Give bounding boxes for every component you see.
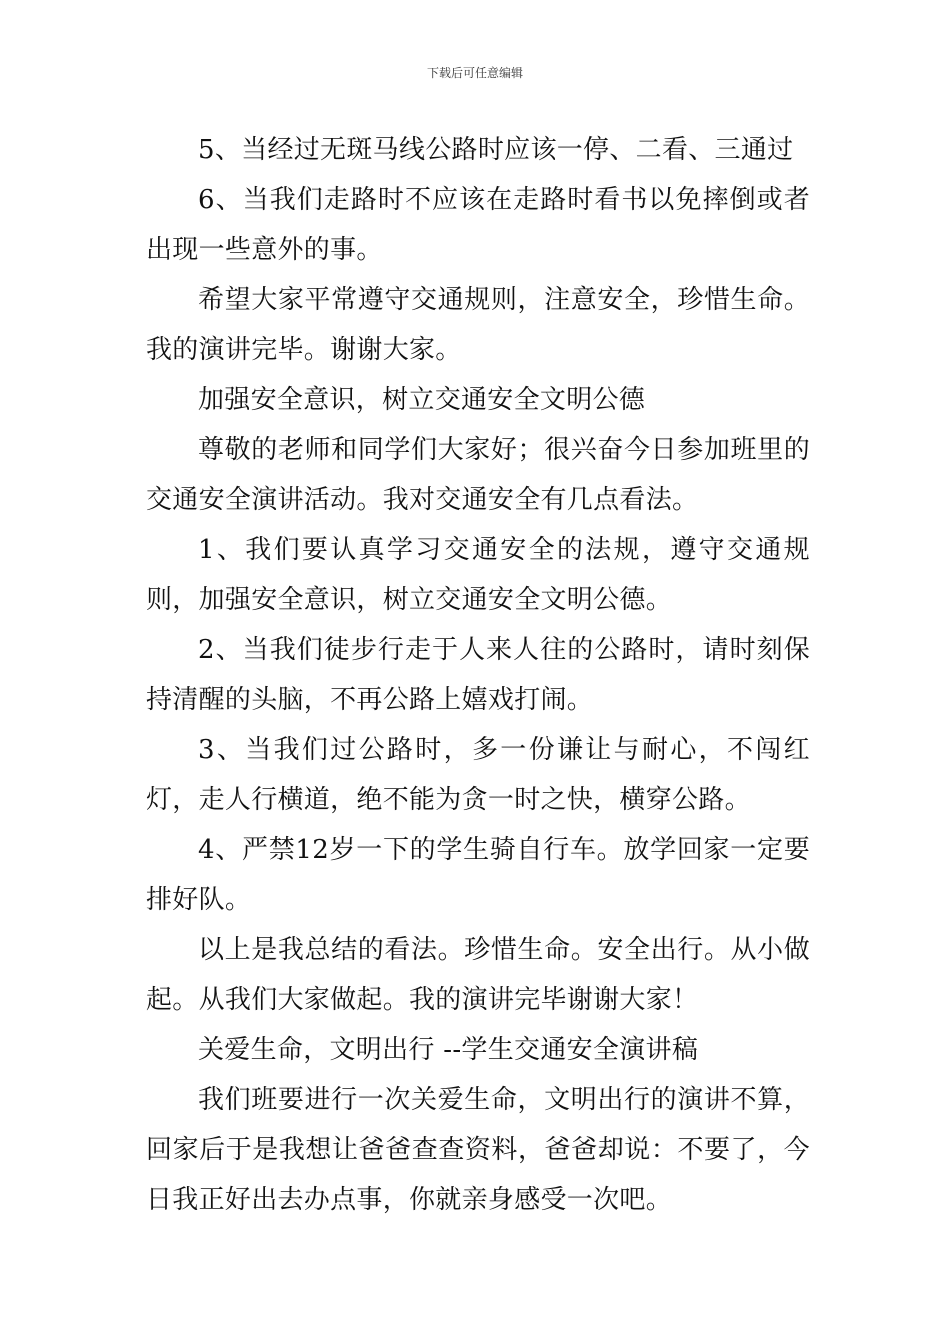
paragraph-point-2: 2、当我们徒步行走于人来人往的公路时，请时刻保持清醒的头脑，不再公路上嬉戏打闹。 <box>146 635 810 715</box>
speech-title-2: 加强安全意识，树立交通安全文明公德 <box>198 385 646 415</box>
document-body <box>146 125 810 1225</box>
paragraph-greeting: 尊敬的老师和同学们大家好；很兴奋今日参加班里的交通安全演讲活动。我对交通安全有几点看法。 <box>146 435 810 515</box>
paragraph-point-3: 3、当我们过公路时，多一份谦让与耐心，不闯红灯，走人行横道，绝不能为贪一时之快，横穿公路。 <box>146 735 810 815</box>
paragraph-point-4: 4、严禁12岁一下的学生骑自行车。放学回家一定要排好队。 <box>146 835 810 915</box>
paragraph-closing-1: 希望大家平常遵守交通规则，注意安全，珍惜生命。我的演讲完毕。谢谢大家。 <box>146 285 810 365</box>
paragraph-closing-2: 以上是我总结的看法。珍惜生命。安全出行。从小做起。从我们大家做起。我的演讲完毕谢谢大家！ <box>146 935 810 1015</box>
paragraph-tip-5: 5、当经过无斑马线公路时应该一停、二看、三通过 <box>198 135 794 165</box>
page-header-note: 下载后可任意编辑 <box>426 66 523 80</box>
speech-title-3: 关爱生命，文明出行 --学生交通安全演讲稿 <box>198 1035 699 1065</box>
paragraph-intro-3: 我们班要进行一次关爱生命，文明出行的演讲不算，回家后于是我想让爸爸查查资料，爸爸却说：不要了，今日我正好出去办点事，你就亲身感受一次吧。 <box>146 1085 810 1215</box>
paragraph-tip-6: 6、当我们走路时不应该在走路时看书以免摔倒或者出现一些意外的事。 <box>146 185 810 265</box>
paragraph-point-1: 1、我们要认真学习交通安全的法规，遵守交通规则，加强安全意识，树立交通安全文明公德。 <box>146 535 810 615</box>
